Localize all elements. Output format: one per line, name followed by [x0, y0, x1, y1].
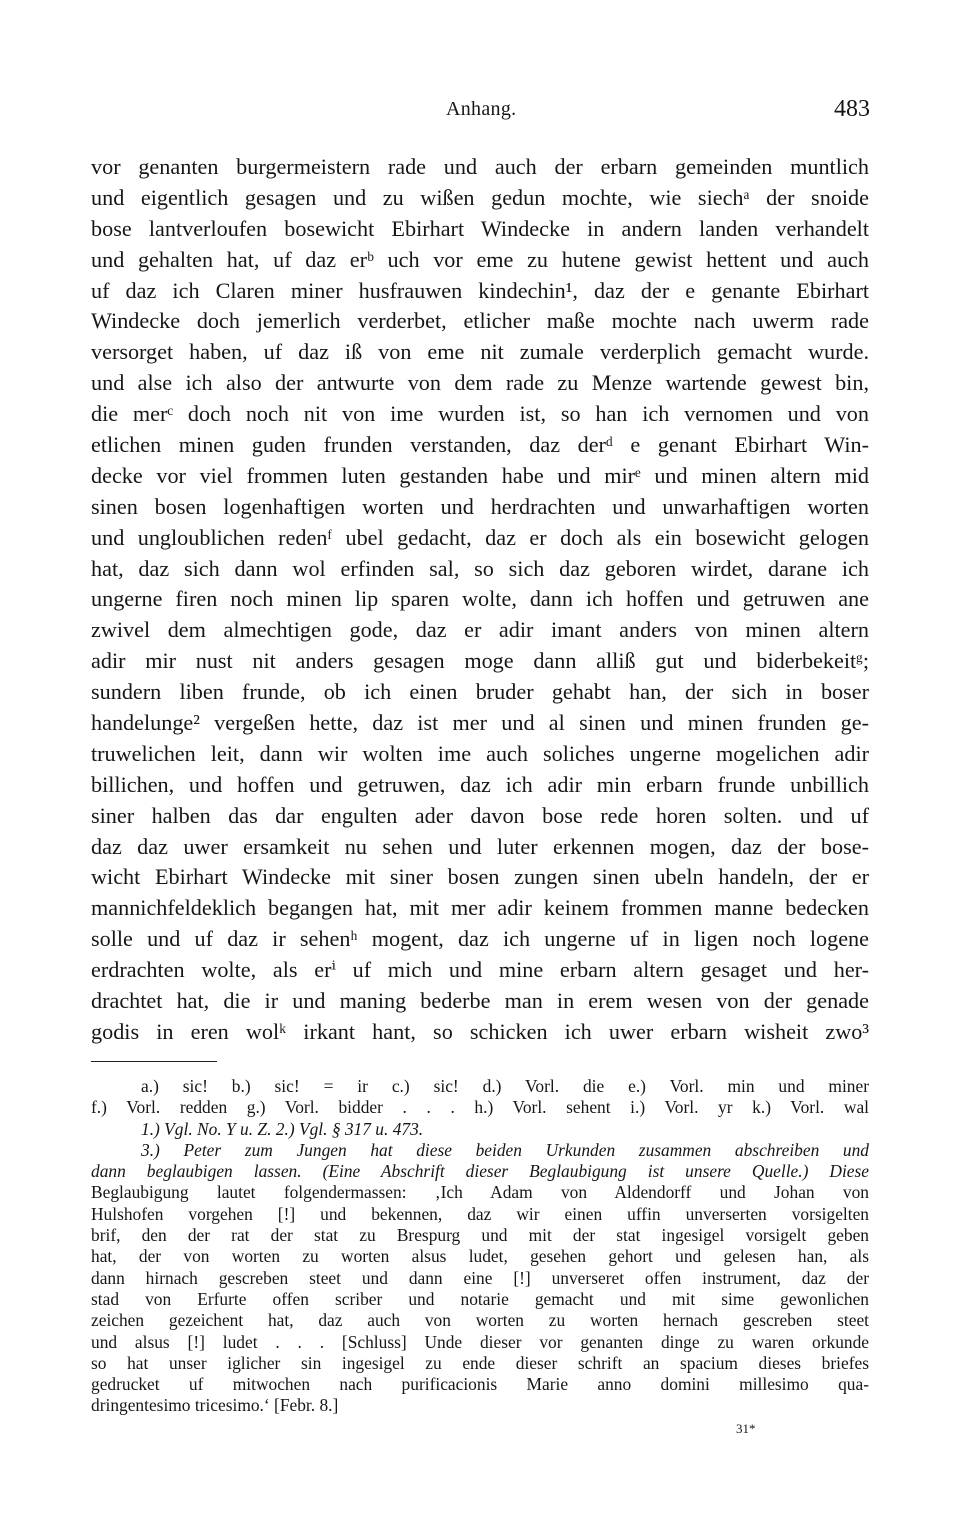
footnote-3-line: dann beglaubigen lassen. (Eine Abschrift dieser Beglaubigung ist unsere Quelle.) Diese	[91, 1161, 869, 1182]
reference-notes-line: 1.) Vgl. No. Y u. Z. 2.) Vgl. § 317 u. 473.	[141, 1118, 424, 1139]
page-number: 483	[834, 96, 870, 122]
footnote-3-line: hat, der von worten zu worten alsus ludet, gesehen gehort und gelesen han, als	[91, 1246, 869, 1267]
apparatus-notes-line: a.) sic! b.) sic! = ir c.) sic! d.) Vorl. die e.) Vorl. min und miner	[141, 1076, 869, 1096]
text-line: uf daz ich Claren miner husfrauwen kindechin¹, daz der e genante Ebirhart	[91, 277, 869, 303]
footnote-3-line: Hulshofen vorgehen [!] und bekennen, daz wir einen uffin unverserten vorsigelten	[91, 1203, 869, 1224]
text-line: adir mir nust nit anders gesagen moge dann alliß gut und biderbekeitᵍ;	[91, 648, 869, 674]
text-line: versorget haben, uf daz iß von eme nit zumale verderplich gemacht wurde.	[91, 339, 869, 365]
text-line: etlichen minen guden frunden verstanden, daz derᵈ e genant Ebirhart Win-	[91, 432, 869, 458]
text-line: billichen, und hoffen und getruwen, daz ich adir min erbarn frunde unbillich	[91, 771, 869, 797]
apparatus-notes-line: f.) Vorl. redden g.) Vorl. bidder . . . h.) Vorl. sehent i.) Vorl. yr k.) Vorl. wal	[91, 1097, 869, 1118]
running-head	[0, 98, 960, 128]
text-line: bose lantverloufen bosewicht Ebirhart Windecke in andern landen verhandelt	[91, 215, 869, 241]
text-line: godis in eren wolᵏ irkant hant, so schicken ich uwer erbarn wisheit zwo³	[91, 1018, 869, 1044]
text-line: Windecke doch jemerlich verderbet, etlicher maße mochte nach uwerm rade	[91, 308, 869, 334]
text-line: wicht Ebirhart Windecke mit siner bosen zungen sinen ubeln handeln, der er	[91, 864, 869, 890]
text-line: erdrachten wolte, als erⁱ uf mich und mine erbarn altern gesaget und her-	[91, 957, 869, 983]
text-line: decke vor viel frommen luten gestanden habe und mirᵉ und minen altern mid	[91, 462, 869, 488]
page-header-title: Anhang.	[446, 98, 517, 120]
main-text	[91, 152, 869, 1048]
footnote-3-line: dann hirnach gescreben steet und dann eine [!] unverseret offen instrument, daz der	[91, 1267, 869, 1288]
text-line: und alse ich also der antwurte von dem rade zu Menze wartende gewest bin,	[91, 370, 869, 396]
text-line: solle und uf daz ir sehenʰ mogent, daz ich ungerne uf in ligen noch logene	[91, 926, 869, 952]
text-line: siner halben das dar engulten ader davon bose rede horen solten. und uf	[91, 802, 869, 828]
text-line: vor genanten burgermeistern rade und auch der erbarn gemeinden muntlich	[91, 154, 869, 179]
footnote-3-line: zeichen gezeichent hat, daz auch von worten zu worten hernach gescreben steet	[91, 1310, 869, 1331]
text-line: und gehalten hat, uf daz erᵇ uch vor eme zu hutene gewist hettent und auch	[91, 246, 869, 272]
text-line: sundern liben frunde, ob ich einen bruder gehabt han, der sich in boser	[91, 679, 869, 705]
footnote-3-line: 3.) Peter zum Jungen hat diese beiden Urkunden zusammen abschreiben und	[141, 1139, 869, 1160]
text-line: und eigentlich gesagen und zu wißen gedun mochte, wie siechᵃ der snoide	[91, 184, 869, 210]
footnote-3-line: so hat unser iglicher sin ingesigel zu ende dieser schrift an spacium dieses briefes	[91, 1352, 869, 1373]
text-line: sinen bosen logenhaftigen worten und herdrachten und unwarhaftigen worten	[91, 493, 869, 519]
footnote-3-line: brif, den der rat der stat zu Brespurg und mit der stat ingesigel vorsigelt geben	[91, 1225, 869, 1246]
footnote-3-line: stad von Erfurte offen scriber und notarie gemacht und mit sime gewonlichen	[91, 1288, 869, 1309]
text-line: zwivel dem almechtigen gode, daz er adir imant anders von minen altern	[91, 617, 869, 643]
text-line: truwelichen leit, dann wir wolten ime auch soliches ungerne mogelichen adir	[91, 740, 869, 766]
text-line: ungerne firen noch minen lip sparen wolte, dann ich hoffen und getruwen ane	[91, 586, 869, 612]
text-line: hat, daz sich dann wol erfinden sal, so sich daz geboren wirdet, darane ich	[91, 555, 869, 581]
footnote-3-line: dringentesimo tricesimo.‘ [Febr. 8.]	[91, 1395, 339, 1416]
text-line: mannichfeldeklich begangen hat, mit mer adir keinem frommen manne bedecken	[91, 895, 869, 921]
footnote-divider	[91, 1061, 217, 1062]
footnote-3-line: Beglaubigung lautet folgendermassen: ‚Ich Adam von Aldendorff und Johan von	[91, 1182, 869, 1203]
text-line: drachtet hat, die ir und maning bederbe man in erem wesen von der genade	[91, 988, 869, 1014]
footnote-3-line: und alsus [!] ludet . . . [Schluss] Unde dieser vor genanten dinge zu waren orkunde	[91, 1331, 869, 1352]
text-line: und ungloublichen redenᶠ ubel gedacht, daz er doch als ein bosewicht gelogen	[91, 524, 869, 550]
footnotes	[91, 1076, 869, 1417]
text-line: daz daz uwer ersamkeit nu sehen und luter erkennen mogen, daz der bose-	[91, 833, 869, 859]
printer-signature-mark: 31*	[736, 1421, 756, 1436]
text-line: handelunge² vergeßen hette, daz ist mer und al sinen und minen frunden ge-	[91, 710, 869, 736]
footnote-3-line: gedrucket uf mitwochen nach purificacionis Marie anno domini millesimo qua-	[91, 1374, 869, 1395]
text-line: die merᶜ doch noch nit von ime wurden ist, so han ich vernomen und von	[91, 401, 869, 427]
